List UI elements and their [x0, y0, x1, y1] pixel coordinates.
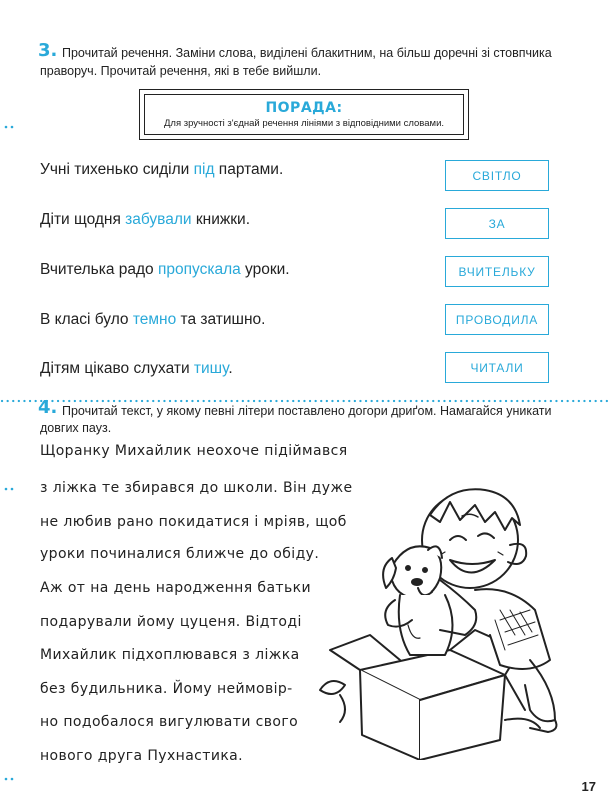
text-line-6: подарували йому цуценя. Відтоді	[40, 614, 302, 630]
page-number: 17	[581, 779, 596, 794]
sentence-1	[40, 161, 283, 179]
sentence-5-after: .	[228, 360, 233, 377]
text-line-4: уроки починалися ближче до обіду.	[40, 546, 320, 562]
sentence-1-after: партами.	[214, 161, 284, 178]
sentence-4	[40, 311, 265, 329]
text-line-7: Михайлик підхоплювався з ліжка	[40, 647, 300, 663]
word-box-svitlo[interactable]: СВІТЛО	[445, 160, 549, 191]
text-line-5: Аж от на день народження батьки	[40, 580, 311, 596]
margin-dots-middle-svg	[0, 482, 14, 496]
sentence-3-before: Вчителька радо	[40, 261, 158, 278]
dotted-separator	[0, 390, 610, 394]
text-line-1: Щоранку Михайлик неохоче підіймався	[40, 443, 348, 459]
word-box-provodyla[interactable]: ПРОВОДИЛА	[445, 304, 549, 335]
tip-box-inner	[144, 94, 464, 135]
sentence-2-highlight: забували	[125, 211, 192, 228]
task-3-instruction-line-1: Прочитай речення. Заміни слова, виділені блакитним, на більш доречні зі стовпчика	[62, 46, 552, 60]
margin-dots-middle	[0, 482, 14, 496]
sentence-3-after: уроки.	[240, 261, 290, 278]
task-3-number: 3.	[38, 40, 58, 61]
text-line-10: нового друга Пухнастика.	[40, 748, 244, 764]
sentence-4-after: та затишно.	[176, 311, 266, 328]
margin-dots-bottom	[0, 772, 14, 786]
tip-text: Для зручності з'єднай речення лініями з відповідними словами.	[163, 118, 445, 129]
task-4-instruction-line-2: довгих пауз.	[40, 421, 112, 435]
word-box-vchytelku[interactable]: ВЧИТЕЛЬКУ	[445, 256, 549, 287]
sentence-1-before: Учні тихенько сиділи	[40, 161, 194, 178]
sentence-4-highlight: темно	[132, 311, 177, 328]
sentence-4-before: В класі було	[40, 311, 133, 328]
sentence-2	[40, 211, 250, 229]
sentence-3-highlight: пропускала	[157, 261, 241, 278]
word-box-chytaly[interactable]: ЧИТАЛИ	[445, 352, 549, 383]
sentence-1-highlight: під	[193, 161, 215, 178]
text-line-8: без будильника. Йому неймовір-	[40, 681, 293, 697]
task-4-instruction-line-1: Прочитай текст, у якому певні літери поставлено догори дриґом. Намагайся уникати	[62, 404, 552, 418]
text-line-3: не любив рано покидатися і мріяв, щоб	[40, 514, 347, 530]
boy-with-puppy-illustration	[300, 460, 600, 760]
sentence-5	[40, 360, 233, 378]
sentence-5-highlight: тишу	[193, 360, 229, 377]
sentence-5-before: Дітям цікаво слухати	[40, 360, 194, 377]
word-box-za[interactable]: ЗА	[445, 208, 549, 239]
margin-dots-top-svg	[0, 120, 14, 134]
tip-title: ПОРАДА:	[265, 100, 343, 116]
sentence-2-before: Діти щодня	[40, 211, 126, 228]
boy-with-puppy-svg	[300, 460, 600, 760]
task-4-number: 4.	[38, 397, 58, 418]
text-line-9: но подобалося вигулювати свого	[40, 714, 299, 730]
margin-dots-top	[0, 120, 14, 134]
sentence-2-after: книжки.	[191, 211, 250, 228]
sentence-3	[40, 261, 290, 279]
text-line-2: з ліжка те збирався до школи. Він дуже	[40, 480, 353, 496]
tip-box	[139, 89, 469, 140]
margin-dots-bottom-svg	[0, 772, 14, 786]
task-3-instruction-line-2: праворуч. Прочитай речення, які в тебе вийшли.	[40, 64, 322, 78]
